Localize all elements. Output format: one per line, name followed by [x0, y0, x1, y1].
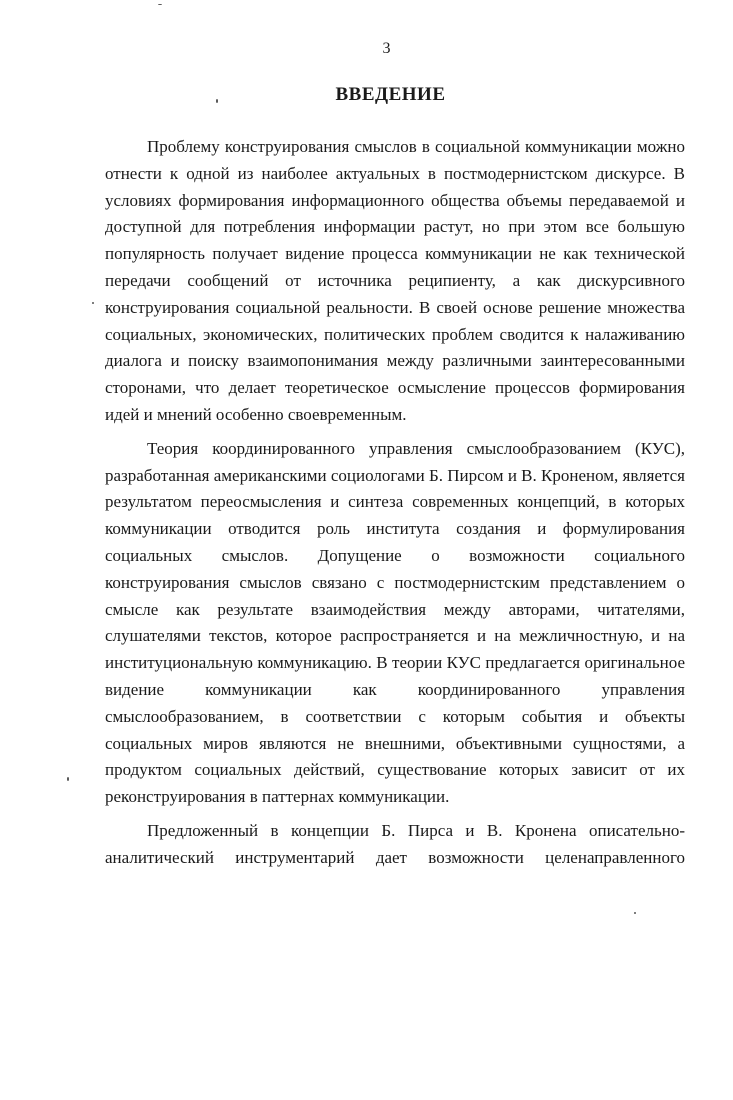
- page-number: 3: [382, 40, 391, 57]
- body-text: [105, 134, 685, 872]
- paragraph: Теория координированного управления смыслообразованием (КУС), разработанная американскими социологами Б. Пирсом и В. Кроненом, является результатом переосмысления и синтеза современных концепций, в которых коммуникации отводится роль института создания и формулирования социальных смыслов. Допущение о возможности социального конструирования смыслов связано с постмодернистским представлением о смысле как результате взаимодействия между авторами, читателями, слушателями текстов, которое распространяется и на межличностную, и на институциональную коммуникацию. В теории КУС предлагается оригинальное видение коммуникации как координированного управления смыслообразованием, в соответствии с которым события и объекты социальных миров являются не внешними, объективными сущностями, а продуктом социальных действий, существование которых зависит от их реконструирования в паттернах коммуникации.: [105, 438, 685, 807]
- scan-speck: [158, 4, 162, 5]
- page-title: ВВЕДЕНИЕ: [335, 84, 446, 105]
- scan-speck: [67, 777, 69, 781]
- paragraph: Предложенный в концепции Б. Пирса и В. Кронена описательно-аналитический инструментарий дает возможности целенаправленного: [105, 820, 685, 867]
- scan-speck: [634, 912, 636, 914]
- paragraph: Проблему конструирования смыслов в социальной коммуникации можно отнести к одной из наиболее актуальных в постмодернистском дискурсе. В условиях формирования информационного общества объемы передаваемой и доступной для потребления информации растут, но при этом все большую популярность получает видение процесса коммуникации не как технической передачи сообщений от источника реципиенту, а как дискурсивного конструирования социальной реальности. В своей основе решение множества социальных, экономических, политических проблем сводится к налаживанию диалога и поиску взаимопонимания между различными заинтересованными сторонами, что делает теоретическое осмысление процессов формирования идей и мнений особенно своевременным.: [105, 137, 685, 424]
- scan-speck: [92, 302, 94, 304]
